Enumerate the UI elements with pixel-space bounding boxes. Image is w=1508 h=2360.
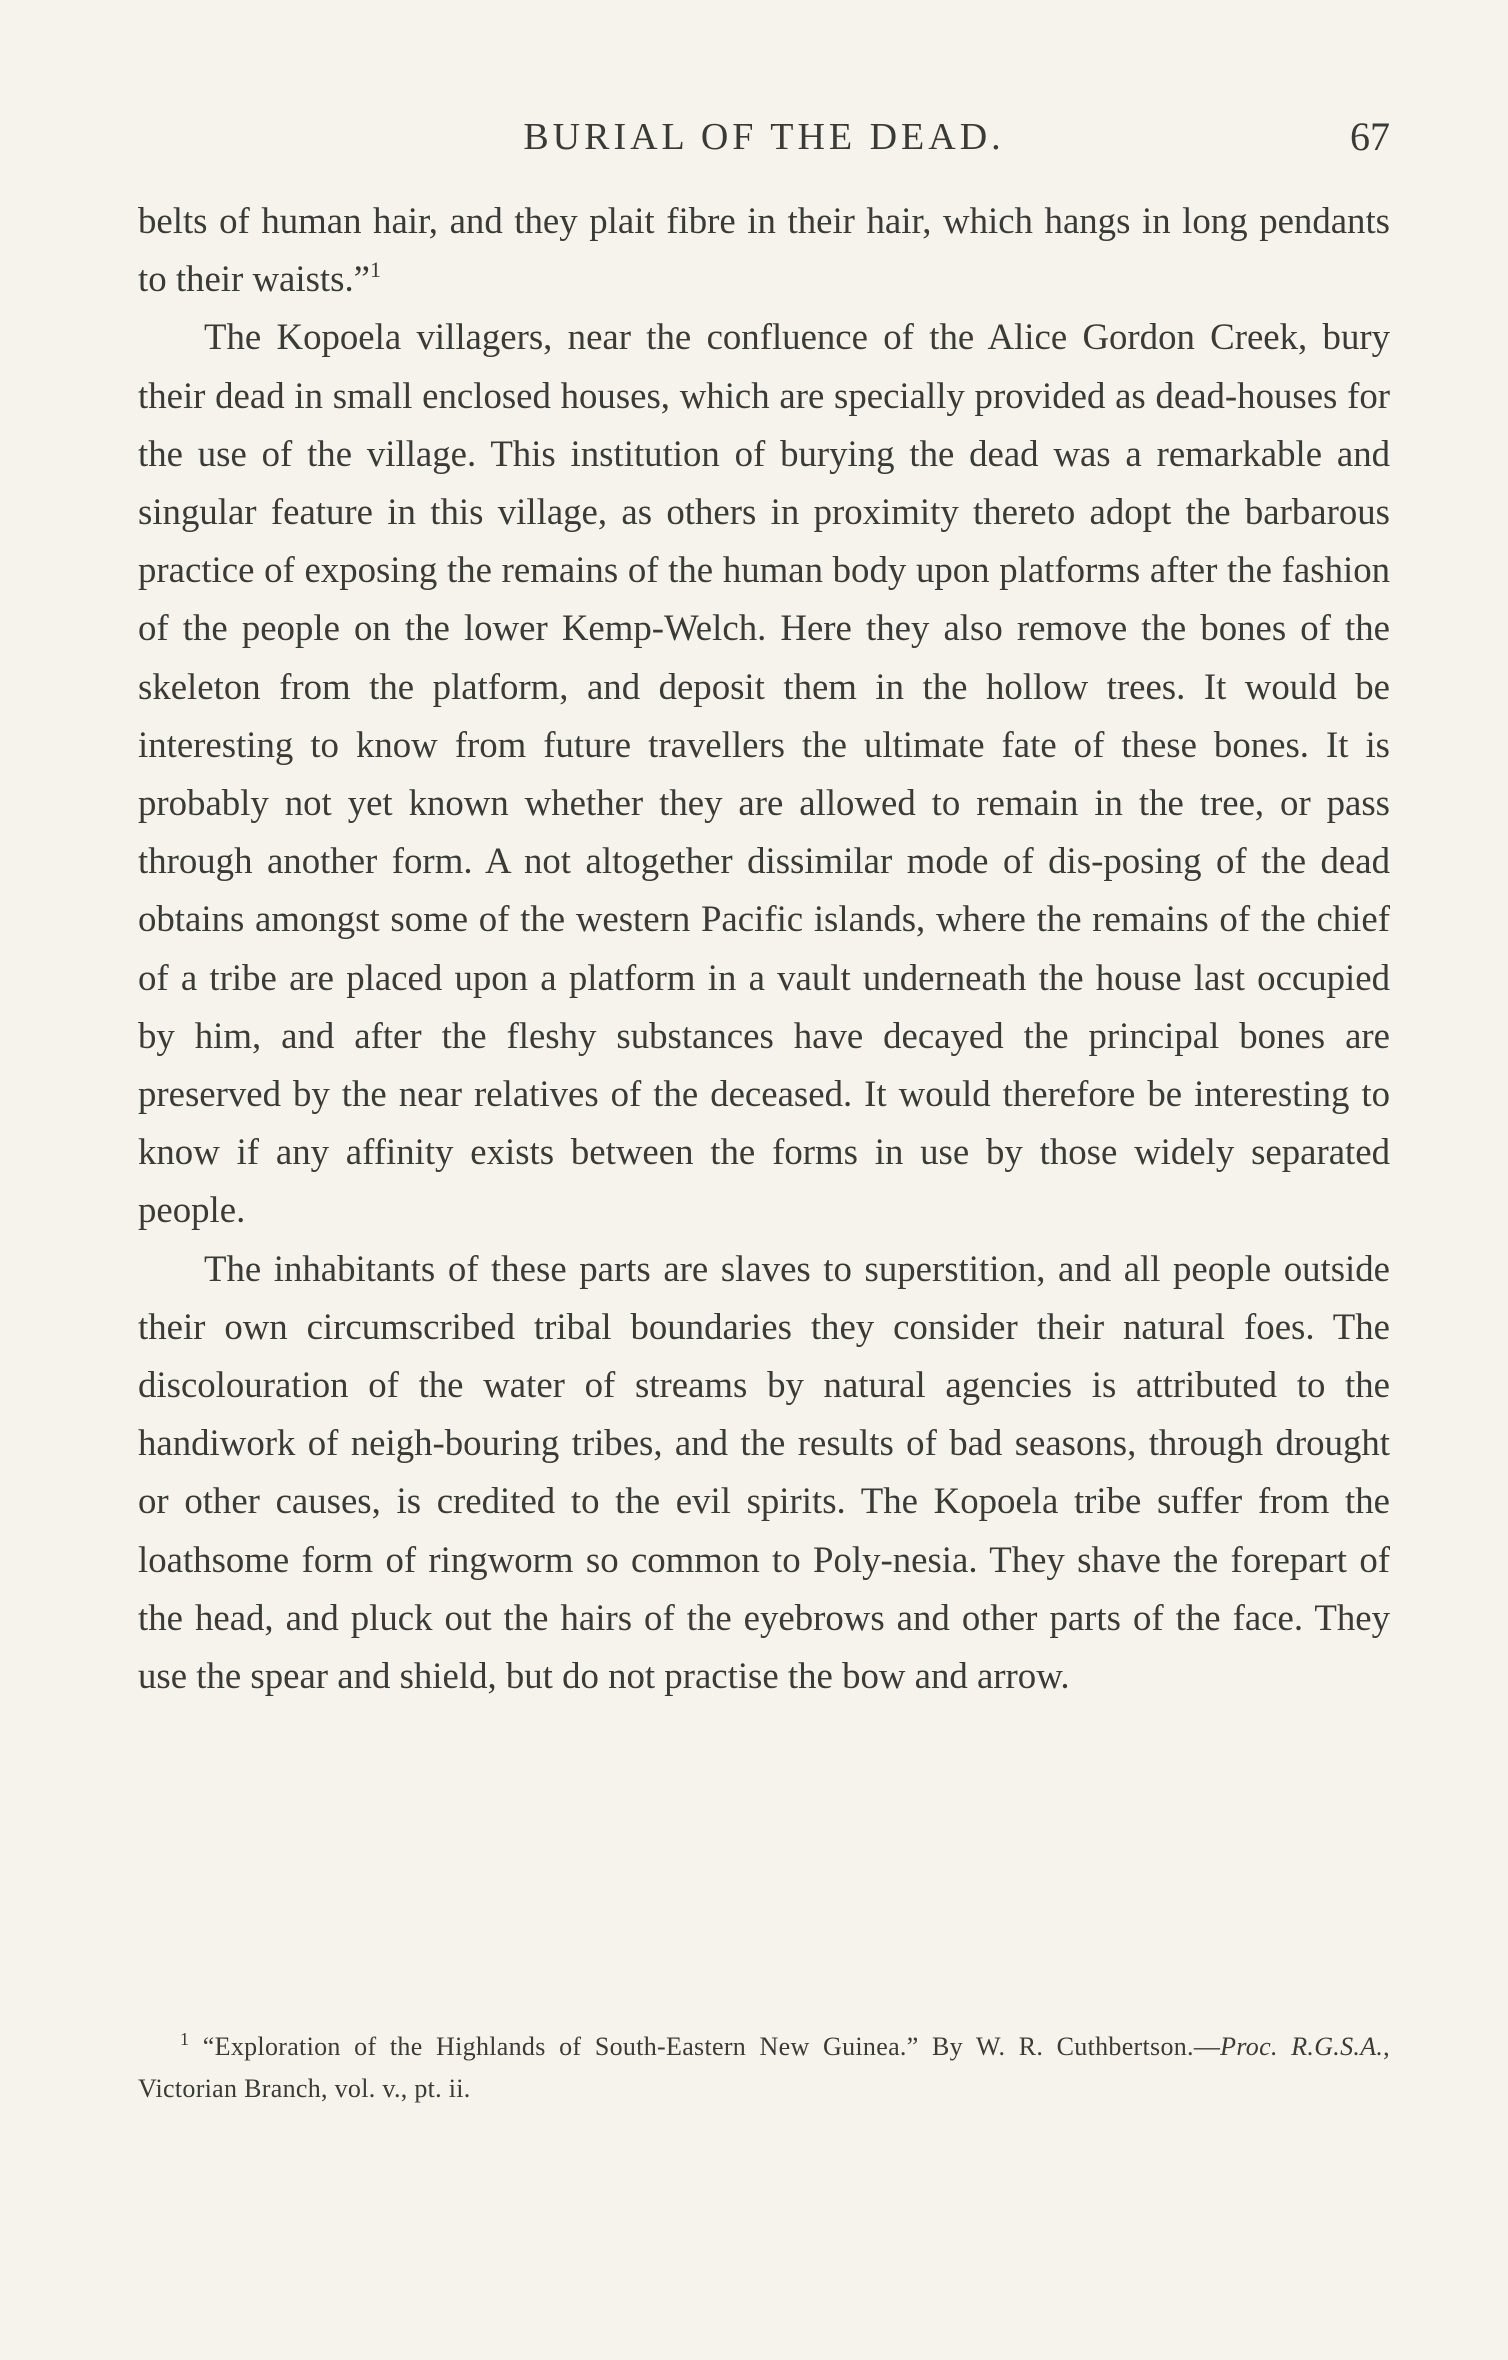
paragraph-continued	[138, 192, 1390, 308]
paragraph-kopoela-burial: The Kopoela villagers, near the confluence of the Alice Gordon Creek, bury their dead in small enclosed houses, which are specially provided as dead-houses for the use of the village. This institution of burying the dead was a remarkable and singular feature in this village, as others in proximity thereto adopt the barbarous practice of exposing the remains of the human body upon platforms after the fashion of the people on the lower Kemp-Welch. Here they also remove the bones of the skeleton from the platform, and deposit them in the hollow trees. It would be interesting to know from future travellers the ultimate fate of these bones. It is probably not yet known whether they are allowed to remain in the tree, or pass through another form. A not altogether dissimilar mode of dis-posing of the dead obtains amongst some of the western Pacific islands, where the remains of the chief of a tribe are placed upon a platform in a vault underneath the house last occupied by him, and after the fleshy substances have decayed the principal bones are preserved by the near relatives of the deceased. It would therefore be interesting to know if any affinity exists between the forms in use by those widely separated people.	[138, 316, 1390, 1231]
footnote	[138, 2026, 1390, 2110]
footnote-reference: 1	[369, 257, 381, 283]
running-title: BURIAL OF THE DEAD.	[523, 116, 1005, 158]
running-head	[138, 112, 1390, 162]
footnote-citation-end: , Victorian Branch, vol. v., pt. ii.	[138, 2032, 1390, 2103]
footnote-journal: Proc. R.G.S.A.	[1220, 2032, 1384, 2061]
paragraph-text: belts of human hair, and they plait fibre in their hair, which hangs in long pendants to their waists.”	[138, 200, 1390, 300]
footnote-citation: “Exploration of the Highlands of South-Eastern New Guinea.” By W. R. Cuthbertson.—	[202, 2032, 1221, 2061]
paragraph-superstition: The inhabitants of these parts are slaves to superstition, and all people outside their own circumscribed tribal boundaries they consider their natural foes. The discolouration of the water of streams by natural agencies is attributed to the handiwork of neigh-bouring tribes, and the results of bad seasons, through drought or other causes, is credited to the evil spirits. The Kopoela tribe suffer from the loathsome form of ringworm so common to Poly-nesia. They shave the forepart of the head, and pluck out the hairs of the eyebrows and other parts of the face. They use the spear and shield, but do not practise the bow and arrow.	[138, 1247, 1390, 1697]
footnote-marker: 1	[180, 2029, 190, 2049]
body-text	[138, 192, 1390, 1705]
page-number: 67	[1350, 114, 1390, 159]
